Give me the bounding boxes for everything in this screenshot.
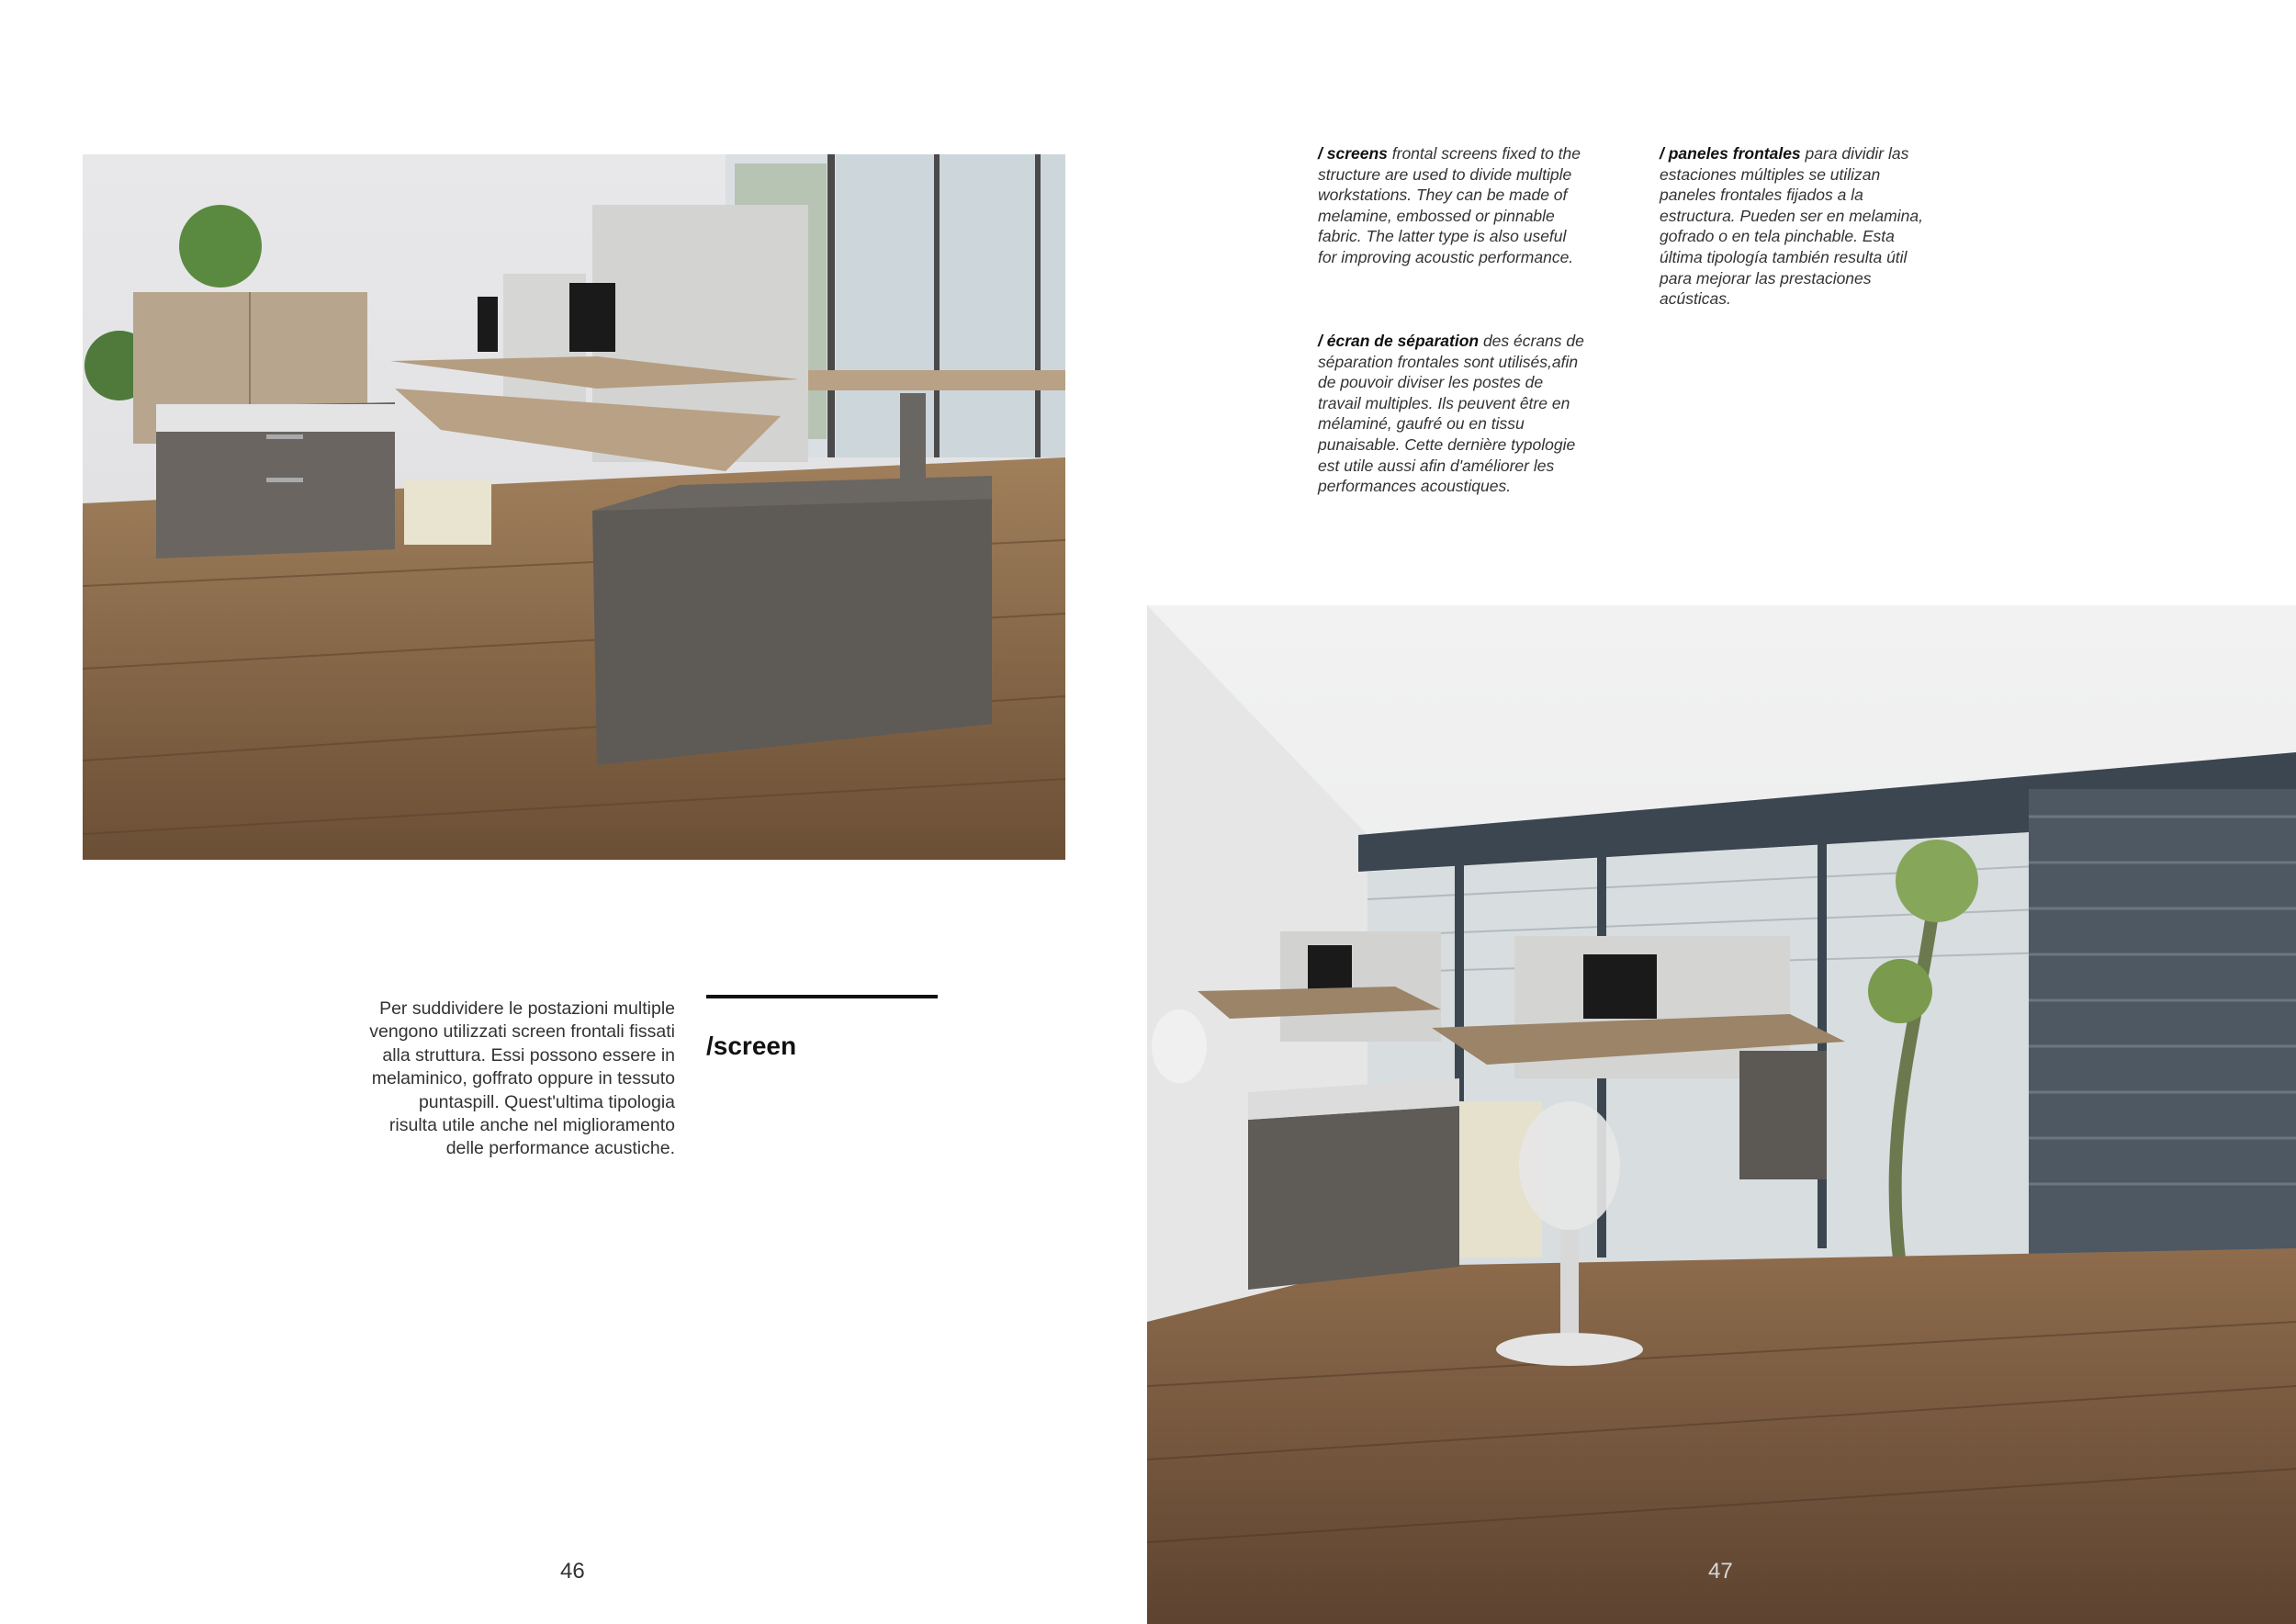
page-number-left: 46 bbox=[560, 1559, 585, 1584]
english-description bbox=[1318, 143, 1584, 268]
english-text: frontal screens fixed to the structure are used to divide multiple workstations. They can be made of melamine, embossed or pinnable fabric. The latter type is also useful for improving acoustic performance. bbox=[1318, 144, 1581, 266]
spanish-description bbox=[1660, 143, 1926, 310]
french-description bbox=[1318, 331, 1584, 497]
section-title: /screen bbox=[706, 1032, 797, 1060]
spanish-text: para dividir las estaciones múltiples se utilizan paneles frontales fijados a la estructura. Pueden ser en melamina, gofrado o en tela pinchable. Esta última tipología también resulta útil para mejorar las prestaciones acústicas. bbox=[1660, 144, 1923, 309]
english-keyword: / screens bbox=[1318, 144, 1388, 163]
photo-left-illustration bbox=[83, 154, 1065, 860]
office-workstation-photo-left bbox=[83, 154, 1065, 860]
italian-description: Per suddividere le postazioni multiple vengono utilizzati screen frontali fissati alla struttura. Essi possono essere in melaminico, goffrato oppure in tessuto puntaspill. Quest'ultima tipologia risulta utile anche nel miglioramento delle performance acustiche. bbox=[369, 998, 675, 1159]
spanish-keyword: / paneles frontales bbox=[1660, 144, 1801, 163]
photo-right-illustration bbox=[1147, 605, 2296, 1624]
french-keyword: / écran de séparation bbox=[1318, 332, 1480, 350]
office-workstation-photo-right bbox=[1147, 605, 2296, 1624]
section-heading-rule bbox=[706, 995, 938, 998]
french-text: des écrans de séparation frontales sont utilisés,afin de pouvoir diviser les postes de travail multiples. Ils peuvent être en mélaminé, gaufré ou en tissu punaisable. Cette dernière typologie est utile aussi afin d'améliorer les performances acoustiques. bbox=[1318, 332, 1584, 496]
page-number-right: 47 bbox=[1708, 1559, 1733, 1584]
